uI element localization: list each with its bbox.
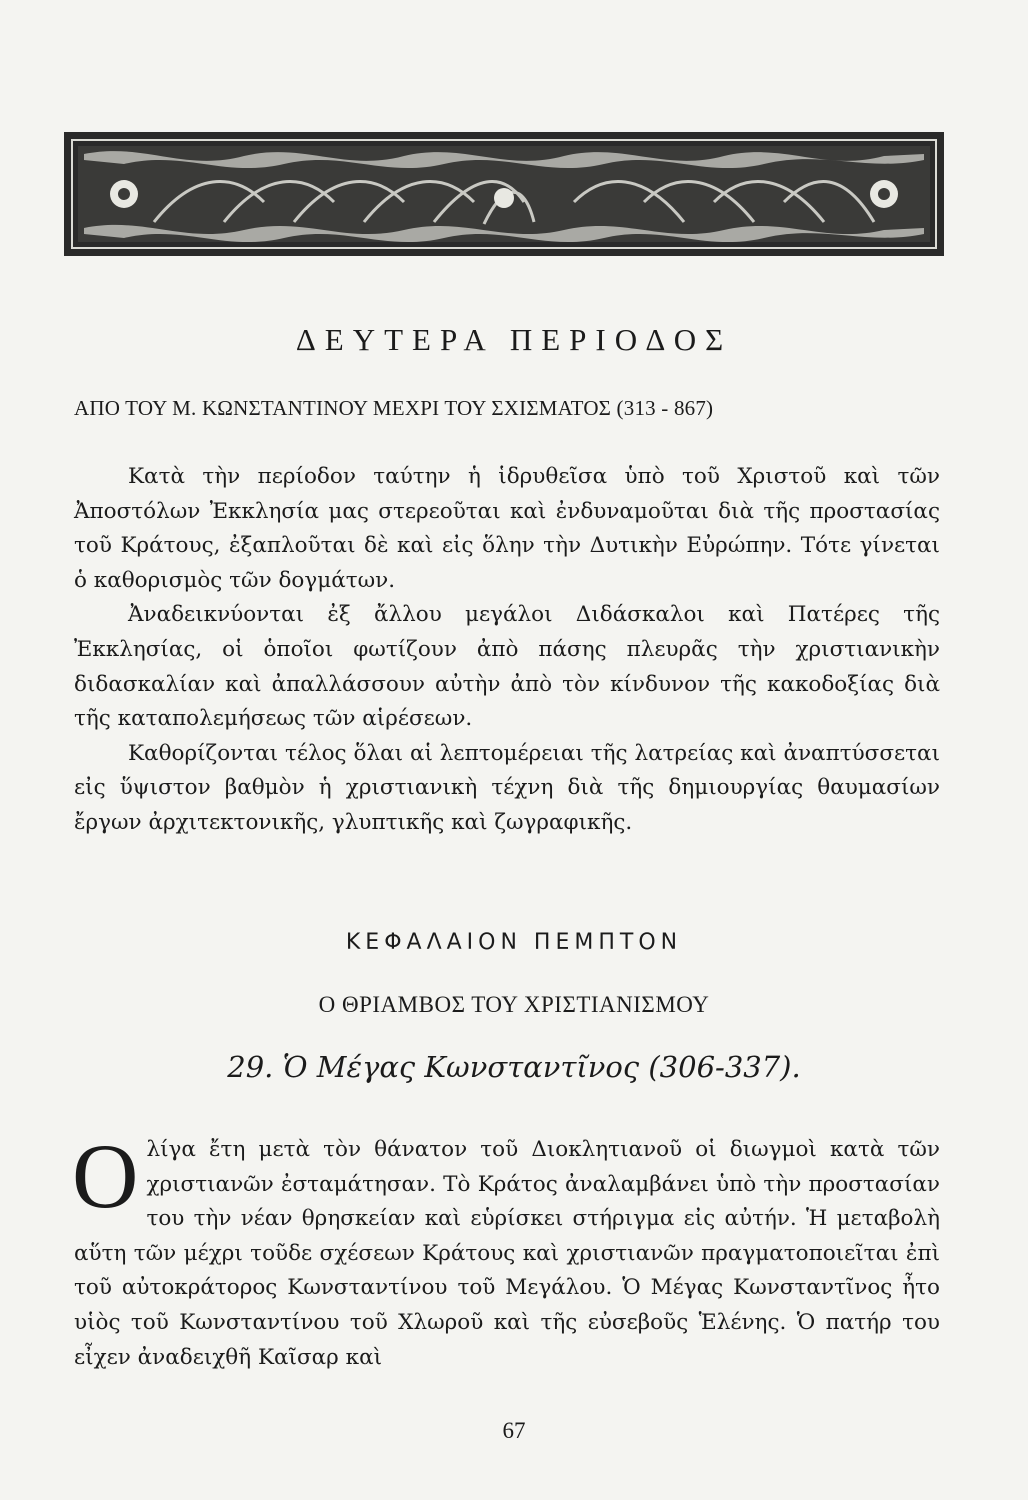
page-number: 67 [502,1418,526,1443]
period-subtitle: ΑΠΟ ΤΟΥ Μ. ΚΩΝΣΤΑΝΤΙΝΟΥ ΜΕΧΡΙ ΤΟΥ ΣΧΙΣΜΑΤΟΣ (313 - 867) [74,396,714,420]
chapter-title: Ο ΘΡΙΑΜΒΟΣ ΤΟΥ ΧΡΙΣΤΙΑΝΙΣΜΟΥ [318,992,710,1017]
section-paragraph: λίγα ἔτη μετὰ τὸν θάνατον τοῦ Διοκλητιανοῦ οἱ διωγμοὶ κατὰ τῶν χριστιανῶν ἐσταμάτησαν. Τὸ Κράτος ἀναλαμβάνει ὑπὸ τὴν προστασίαν του τὴν νέαν θρησκείαν καὶ εὑρίσκει στήριγμα εἰς αὐτήν. Ἡ μεταβολὴ αὕτη τῶν μέχρι τοῦδε σχέσεων Κράτους καὶ χριστιανῶν πραγματοποιεῖται ἐπὶ τοῦ αὐτοκράτορος Κωνσταντίνου τοῦ Μεγάλου. Ὁ Μέγας Κωνσταντῖνος ἦτο υἱὸς τοῦ Κωνσταντίνου τοῦ Χλωροῦ καὶ τῆς εὐσεβοῦς Ἑλένης. Ὁ πατήρ του εἶχεν ἀναδειχθῆ Καῖσαρ καὶ [74,1137,940,1370]
section-heading: 29. Ὁ Μέγας Κωνσταντῖνος (306-337). [227,1050,801,1084]
period-title: ΔΕΥΤΕΡΑ ΠΕΡΙΟΔΟΣ [295,322,733,357]
drop-cap: Ο [72,1125,139,1227]
section-body [72,1125,940,1375]
intro-paragraph: Καθορίζονται τέλος ὅλαι αἱ λεπτομέρειαι τῆς λατρείας καὶ ἀναπτύσσεται εἰς ὕψιστον βαθμὸν ἡ χριστιανικὴ τέχνη διὰ τῆς δημιουργίας θαυμασίων ἔργων ἀρχιτεκτονικῆς, γλυπτικῆς καὶ ζωγραφικῆς. [74,740,940,835]
intro-paragraph: Ἀναδεικνύονται ἐξ ἄλλου μεγάλοι Διδάσκαλοι καὶ Πατέρες τῆς Ἐκκλησίας, οἱ ὁποῖοι φωτίζουν ἀπὸ πάσης πλευρᾶς τὴν χριστιανικὴν διδασκαλίαν καὶ ἀπαλλάσσουν αὐτὴν ἀπὸ τὸν κίνδυνον τῆς κακοδοξίας διὰ τῆς καταπολεμήσεως τῶν αἱρέσεων. [74,602,940,732]
intro-text [74,460,940,841]
intro-paragraph: Κατὰ τὴν περίοδον ταύτην ἡ ἱδρυθεῖσα ὑπὸ τοῦ Χριστοῦ καὶ τῶν Ἀποστόλων Ἐκκλησία μας στερεοῦται καὶ ἐνδυναμοῦται διὰ τῆς προστασίας τοῦ Κράτους, ἐξαπλοῦται δὲ καὶ εἰς ὅλην τὴν Δυτικὴν Εὐρώπην. Τότε γίνεται ὁ καθορισμὸς τῶν δογμάτων. [74,464,940,593]
chapter-label: ΚΕΦΑΛΑΙΟΝ ΠΕΜΠΤΟΝ [345,930,683,955]
decorative-header-ornament [64,132,944,256]
